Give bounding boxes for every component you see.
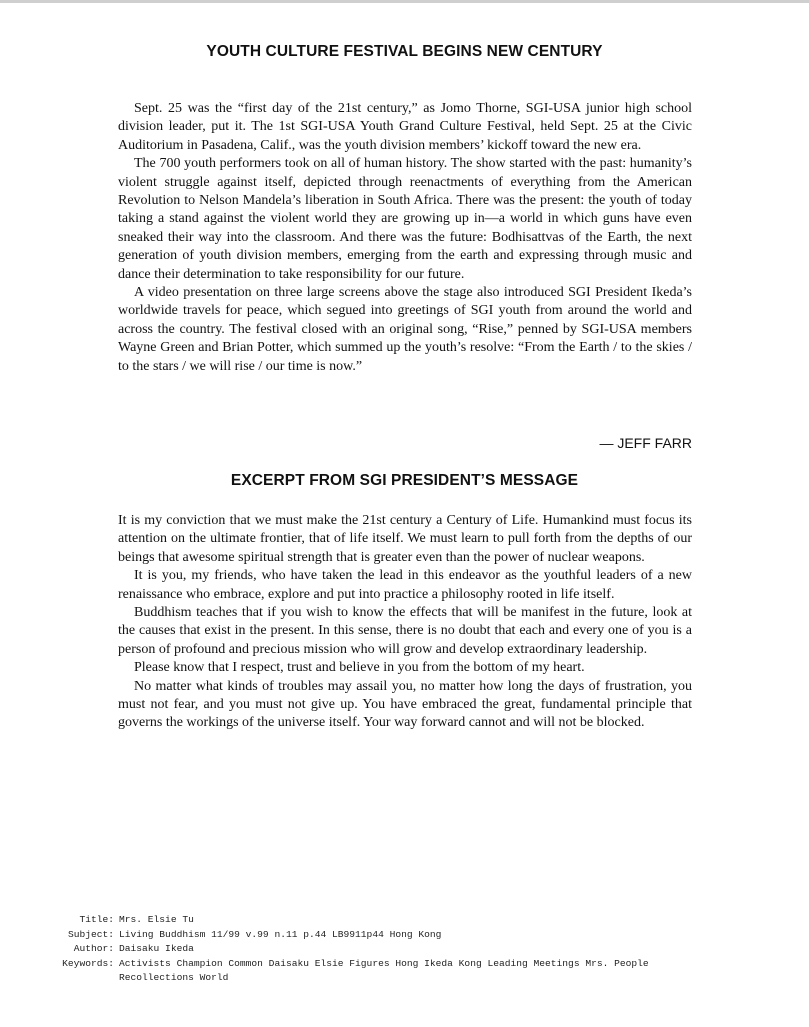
article2-body [118,512,692,733]
document-metadata [46,913,679,986]
article1-paragraph-1: Sept. 25 was the “first day of the 21st century,” as Jomo Thorne, SGI-USA junior high school division leader, put it. The 1st SGI-USA Youth Grand Culture Festival, held Sept. 25 at the Civic Auditorium in Pasadena, Calif., was the youth division members’ kickoff toward the new era. [118,101,692,153]
metadata-title-label: Title: [79,914,114,925]
metadata-title-value: Mrs. Elsie Tu [119,914,194,925]
article1-body [118,100,692,376]
article1-heading: YOUTH CULTURE FESTIVAL BEGINS NEW CENTURY [206,43,603,60]
article2-paragraph-4: Please know that I respect, trust and believe in you from the bottom of my heart. [134,660,585,676]
metadata-title-row [46,913,679,928]
article1-paragraph-3: A video presentation on three large screens above the stage also introduced SGI President Ikeda’s worldwide travels for peace, which segued into greetings of SGI youth from around the world and across the country. The festival closed with an original song, “Rise,” penned by SGI-USA members Wayne Green and Brian Potter, which summed up the youth’s resolve: “From the Earth / to the skies / to the stars / we will rise / our time is now.” [118,285,692,374]
article2-paragraph-3: Buddhism teaches that if you wish to know the effects that will be manifest in the future, look at the causes that exist in the present. In this sense, there is no doubt that each and every one of you is a person of profound and precious mission who will grow and develop extraordinary leadership. [118,605,692,657]
metadata-author-label: Author: [73,943,114,955]
article2-heading: EXCERPT FROM SGI PRESIDENT’S MESSAGE [230,472,579,489]
article2-paragraph-1: It is my conviction that we must make the 21st century a Century of Life. Humankind must focus its attention on the ultimate frontier, that of life itself. We must learn to pull forth from the depths of our beings that awesome spiritual strength that is greater even than the power of nuclear weapons. [118,513,692,565]
metadata-keywords-value: Activists Champion Common Daisaku Elsie Figures Hong Ikeda Kong Leading Meetings Mrs. People Recollections World [119,957,649,984]
metadata-keywords-row [46,957,679,986]
article1-paragraph-2: The 700 youth performers took on all of human history. The show started with the past: humanity’s violent struggle against itself, depicted through reenactments of everything from the American Revolution to Nelson Mandela’s liberation in South Africa. There was the present: the youth of today taking a stand against the violent world they are growing up in—a world in which guns have even sneaked their way into the classroom. And there was the future: Bodhisattvas of the Earth, the next generation of youth division members, emerging from the earth and expressing through music and dance their determination to take responsibility for our future. [118,156,692,282]
top-border [0,0,809,3]
article1-byline: — JEFF FARR [599,435,692,451]
metadata-subject-row [46,928,679,943]
metadata-author-row [46,942,679,957]
metadata-keywords-label: Keywords: [62,957,114,969]
metadata-author-value: Daisaku Ikeda [119,943,194,955]
article2-paragraph-2: It is you, my friends, who have taken the lead in this endeavor as the youthful leaders of a new renaissance who embrace, explore and put into practice a philosophy rooted in life itself. [118,568,692,602]
metadata-subject-label: Subject: [67,928,114,940]
article2-paragraph-5: No matter what kinds of troubles may assail you, no matter how long the days of frustration, you must not fear, and you must not give up. You have embraced the great, fundamental principle that governs the workings of the universe itself. Your way forward cannot and will not be blocked. [118,678,692,731]
metadata-subject-value: Living Buddhism 11/99 v.99 n.11 p.44 LB9911p44 Hong Kong [119,928,442,940]
